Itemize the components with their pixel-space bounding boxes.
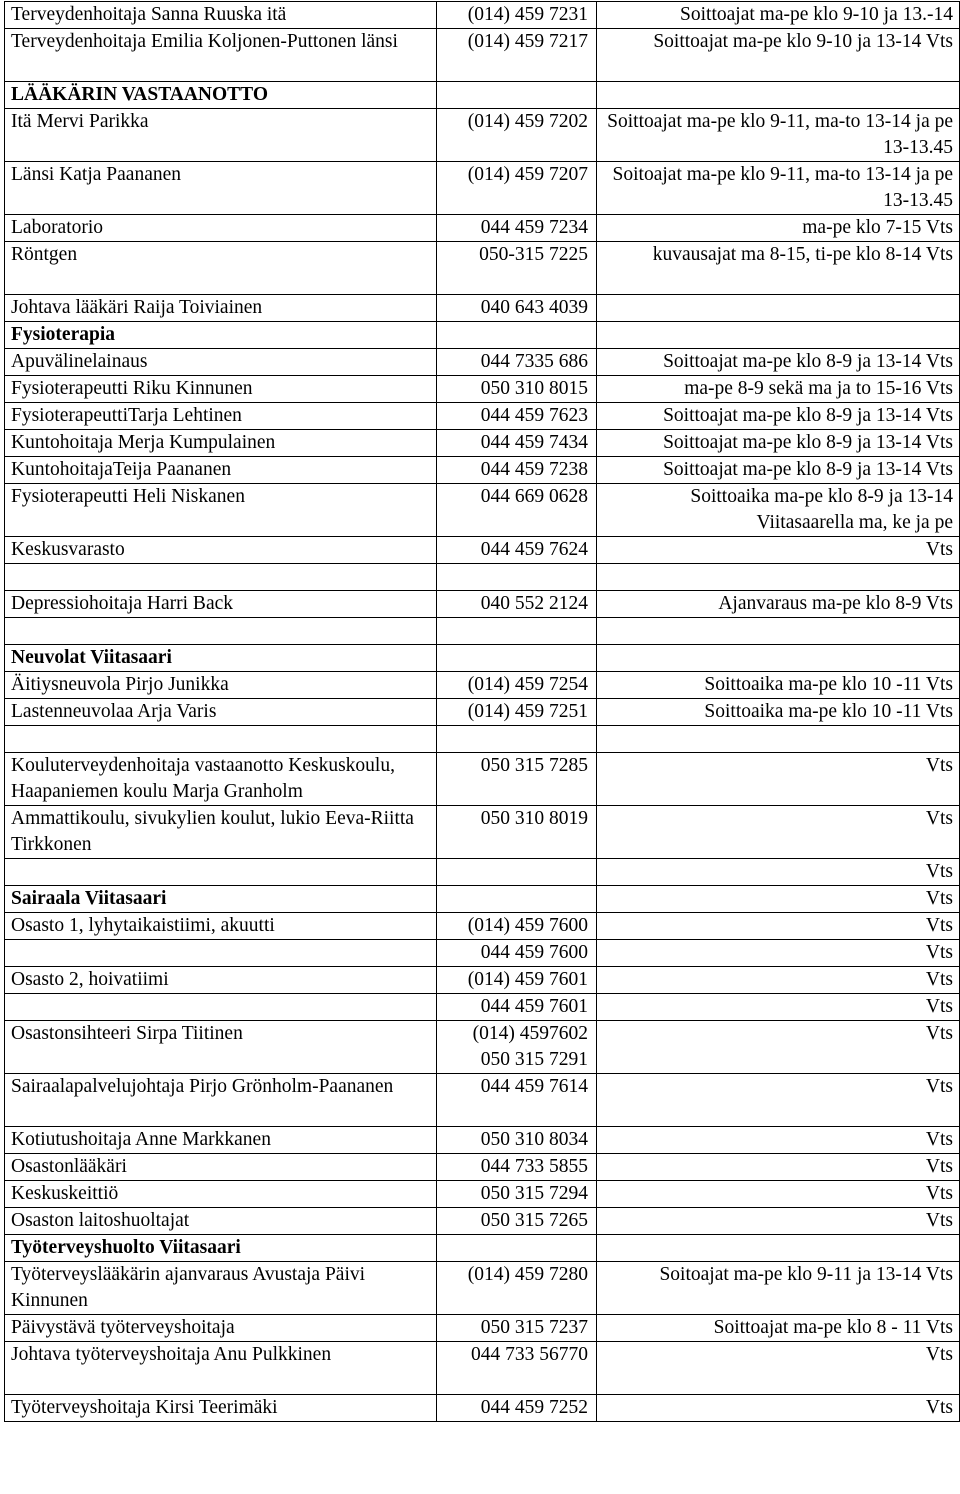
phone-number-cell: (014) 459 7600 <box>437 913 597 940</box>
contact-directory-table <box>4 1 960 1422</box>
contact-name-cell: Fysioterapeutti Riku Kinnunen <box>5 376 437 403</box>
contact-name-cell: Itä Mervi Parikka <box>5 109 437 162</box>
table-row <box>5 1127 960 1154</box>
phone-number-cell <box>437 859 597 886</box>
table-row <box>5 349 960 376</box>
table-row <box>5 322 960 349</box>
table-row <box>5 1395 960 1422</box>
call-hours-cell: Vts <box>597 859 960 886</box>
phone-number-cell: 040 643 4039 <box>437 295 597 322</box>
table-row <box>5 618 960 645</box>
table-row <box>5 886 960 913</box>
phone-number-cell: 050 315 7285 <box>437 753 597 806</box>
table-row <box>5 82 960 109</box>
contact-name-cell: Neuvolat Viitasaari <box>5 645 437 672</box>
phone-number-cell: 050-315 7225 <box>437 242 597 295</box>
contact-name-cell: LÄÄKÄRIN VASTAANOTTO <box>5 82 437 109</box>
call-hours-cell: Vts <box>597 1074 960 1127</box>
call-hours-cell: Soittoajat ma-pe klo 8-9 ja 13-14 Vts <box>597 349 960 376</box>
contact-name-cell: Johtava työterveyshoitaja Anu Pulkkinen <box>5 1342 437 1395</box>
table-row <box>5 484 960 537</box>
phone-number-cell: (014) 459 7251 <box>437 699 597 726</box>
table-row <box>5 403 960 430</box>
call-hours-cell: Soittoaika ma-pe klo 10 -11 Vts <box>597 699 960 726</box>
table-row <box>5 376 960 403</box>
call-hours-cell <box>597 618 960 645</box>
table-row <box>5 1154 960 1181</box>
contact-name-cell: KuntohoitajaTeija Paananen <box>5 457 437 484</box>
table-row <box>5 967 960 994</box>
phone-number-cell: 050 315 7237 <box>437 1315 597 1342</box>
contact-name-cell: Keskusvarasto <box>5 537 437 564</box>
phone-number-cell <box>437 564 597 591</box>
call-hours-cell: Vts <box>597 1208 960 1235</box>
table-row <box>5 591 960 618</box>
contact-name-cell: Röntgen <box>5 242 437 295</box>
table-row <box>5 726 960 753</box>
table-row <box>5 1262 960 1315</box>
table-row <box>5 1342 960 1395</box>
table-row <box>5 457 960 484</box>
table-row <box>5 2 960 29</box>
contact-name-cell: FysioterapeuttiTarja Lehtinen <box>5 403 437 430</box>
contact-rows <box>5 2 960 1422</box>
table-row <box>5 940 960 967</box>
contact-name-cell: Osastonlääkäri <box>5 1154 437 1181</box>
phone-number-cell: 044 459 7623 <box>437 403 597 430</box>
table-row <box>5 295 960 322</box>
phone-number-cell <box>437 645 597 672</box>
contact-name-cell: Keskuskeittiö <box>5 1181 437 1208</box>
phone-number-cell: 044 459 7238 <box>437 457 597 484</box>
phone-number-cell: 044 459 7434 <box>437 430 597 457</box>
phone-number-cell: 044 459 7624 <box>437 537 597 564</box>
contact-name-cell: Ammattikoulu, sivukylien koulut, lukio Eeva-Riitta Tirkkonen <box>5 806 437 859</box>
call-hours-cell: Soitoajat ma-pe klo 9-11 ja 13-14 Vts <box>597 1262 960 1315</box>
contact-name-cell <box>5 994 437 1021</box>
call-hours-cell: Vts <box>597 1127 960 1154</box>
contact-name-cell: Osaston laitoshuoltajat <box>5 1208 437 1235</box>
phone-number-cell: 044 459 7614 <box>437 1074 597 1127</box>
phone-number-cell: 044 733 56770 <box>437 1342 597 1395</box>
table-row <box>5 1235 960 1262</box>
phone-number-cell: 044 459 7234 <box>437 215 597 242</box>
contact-name-cell: Länsi Katja Paananen <box>5 162 437 215</box>
phone-number-cell: (014) 459 7202 <box>437 109 597 162</box>
call-hours-cell: Soittoajat ma-pe klo 8-9 ja 13-14 Vts <box>597 430 960 457</box>
contact-name-cell <box>5 859 437 886</box>
contact-name-cell: Johtava lääkäri Raija Toiviainen <box>5 295 437 322</box>
table-row <box>5 753 960 806</box>
call-hours-cell: Vts <box>597 940 960 967</box>
contact-name-cell: Työterveyslääkärin ajanvaraus Avustaja Päivi Kinnunen <box>5 1262 437 1315</box>
call-hours-cell: ma-pe 8-9 sekä ma ja to 15-16 Vts <box>597 376 960 403</box>
phone-number-cell <box>437 322 597 349</box>
contact-name-cell <box>5 726 437 753</box>
contact-name-cell: Terveydenhoitaja Sanna Ruuska itä <box>5 2 437 29</box>
call-hours-cell <box>597 1235 960 1262</box>
contact-name-cell: Päivystävä työterveyshoitaja <box>5 1315 437 1342</box>
phone-number-cell: (014) 459 7601 <box>437 967 597 994</box>
phone-number-cell: 044 733 5855 <box>437 1154 597 1181</box>
table-row <box>5 1021 960 1074</box>
table-row <box>5 1074 960 1127</box>
table-row <box>5 109 960 162</box>
table-row <box>5 1181 960 1208</box>
call-hours-cell: Vts <box>597 913 960 940</box>
table-row <box>5 564 960 591</box>
phone-number-cell: 050 310 8034 <box>437 1127 597 1154</box>
table-row <box>5 430 960 457</box>
contact-name-cell: Osasto 1, lyhytaikaistiimi, akuutti <box>5 913 437 940</box>
call-hours-cell <box>597 295 960 322</box>
contact-name-cell: Sairaala Viitasaari <box>5 886 437 913</box>
call-hours-cell: Vts <box>597 537 960 564</box>
call-hours-cell: Vts <box>597 1154 960 1181</box>
table-row <box>5 1208 960 1235</box>
contact-name-cell: Depressiohoitaja Harri Back <box>5 591 437 618</box>
phone-number-cell: (014) 459 7254 <box>437 672 597 699</box>
phone-number-cell: (014) 459 7207 <box>437 162 597 215</box>
phone-number-cell <box>437 1235 597 1262</box>
phone-number-cell <box>437 726 597 753</box>
call-hours-cell: Vts <box>597 1021 960 1074</box>
phone-number-cell: 050 315 7265 <box>437 1208 597 1235</box>
phone-number-cell: (014) 4597602 050 315 7291 <box>437 1021 597 1074</box>
contact-name-cell: Sairaalapalvelujohtaja Pirjo Grönholm-Paananen <box>5 1074 437 1127</box>
call-hours-cell: Vts <box>597 967 960 994</box>
table-row <box>5 162 960 215</box>
contact-name-cell: Apuvälinelainaus <box>5 349 437 376</box>
contact-name-cell: Työterveyshuolto Viitasaari <box>5 1235 437 1262</box>
table-row <box>5 672 960 699</box>
phone-number-cell: 044 459 7601 <box>437 994 597 1021</box>
table-row <box>5 859 960 886</box>
phone-number-cell: 050 315 7294 <box>437 1181 597 1208</box>
phone-number-cell: 044 7335 686 <box>437 349 597 376</box>
call-hours-cell: Vts <box>597 1342 960 1395</box>
contact-name-cell: Osastonsihteeri Sirpa Tiitinen <box>5 1021 437 1074</box>
table-row <box>5 29 960 82</box>
table-row <box>5 994 960 1021</box>
call-hours-cell: Vts <box>597 806 960 859</box>
contact-name-cell: Työterveyshoitaja Kirsi Teerimäki <box>5 1395 437 1422</box>
call-hours-cell: kuvausajat ma 8-15, ti-pe klo 8-14 Vts <box>597 242 960 295</box>
phone-number-cell: 044 459 7600 <box>437 940 597 967</box>
call-hours-cell: Soittoajat ma-pe klo 8 - 11 Vts <box>597 1315 960 1342</box>
phone-number-cell <box>437 618 597 645</box>
table-row <box>5 215 960 242</box>
call-hours-cell: Ajanvaraus ma-pe klo 8-9 Vts <box>597 591 960 618</box>
phone-number-cell: 040 552 2124 <box>437 591 597 618</box>
contact-name-cell <box>5 618 437 645</box>
table-row <box>5 1315 960 1342</box>
contact-name-cell: Kotiutushoitaja Anne Markkanen <box>5 1127 437 1154</box>
phone-number-cell: (014) 459 7231 <box>437 2 597 29</box>
call-hours-cell: Soitoajat ma-pe klo 9-11, ma-to 13-14 ja pe 13-13.45 <box>597 162 960 215</box>
call-hours-cell: ma-pe klo 7-15 Vts <box>597 215 960 242</box>
call-hours-cell: Soittoajat ma-pe klo 9-11, ma-to 13-14 ja pe 13-13.45 <box>597 109 960 162</box>
call-hours-cell <box>597 82 960 109</box>
call-hours-cell <box>597 645 960 672</box>
contact-name-cell: Kouluterveydenhoitaja vastaanotto Keskuskoulu, Haapaniemen koulu Marja Granholm <box>5 753 437 806</box>
contact-name-cell: Kuntohoitaja Merja Kumpulainen <box>5 430 437 457</box>
table-row <box>5 645 960 672</box>
contact-name-cell <box>5 940 437 967</box>
table-row <box>5 537 960 564</box>
call-hours-cell: Soittoaika ma-pe klo 10 -11 Vts <box>597 672 960 699</box>
contact-name-cell: Äitiysneuvola Pirjo Junikka <box>5 672 437 699</box>
contact-name-cell: Fysioterapia <box>5 322 437 349</box>
contact-name-cell <box>5 564 437 591</box>
phone-number-cell: 050 310 8019 <box>437 806 597 859</box>
call-hours-cell: Vts <box>597 1395 960 1422</box>
phone-number-cell <box>437 886 597 913</box>
phone-number-cell: (014) 459 7280 <box>437 1262 597 1315</box>
call-hours-cell <box>597 322 960 349</box>
call-hours-cell: Soittoajat ma-pe klo 9-10 ja 13-14 Vts <box>597 29 960 82</box>
phone-number-cell: 044 459 7252 <box>437 1395 597 1422</box>
call-hours-cell: Soittoajat ma-pe klo 8-9 ja 13-14 Vts <box>597 457 960 484</box>
phone-number-cell <box>437 82 597 109</box>
call-hours-cell: Vts <box>597 886 960 913</box>
contact-name-cell: Osasto 2, hoivatiimi <box>5 967 437 994</box>
phone-number-cell: 044 669 0628 <box>437 484 597 537</box>
call-hours-cell <box>597 564 960 591</box>
contact-name-cell: Fysioterapeutti Heli Niskanen <box>5 484 437 537</box>
call-hours-cell <box>597 726 960 753</box>
call-hours-cell: Vts <box>597 994 960 1021</box>
phone-number-cell: 050 310 8015 <box>437 376 597 403</box>
table-row <box>5 913 960 940</box>
table-row <box>5 242 960 295</box>
call-hours-cell: Soittoaika ma-pe klo 8-9 ja 13-14 Viitasaarella ma, ke ja pe <box>597 484 960 537</box>
table-row <box>5 699 960 726</box>
call-hours-cell: Soittoajat ma-pe klo 9-10 ja 13.-14 <box>597 2 960 29</box>
contact-name-cell: Laboratorio <box>5 215 437 242</box>
call-hours-cell: Soittoajat ma-pe klo 8-9 ja 13-14 Vts <box>597 403 960 430</box>
table-row <box>5 806 960 859</box>
call-hours-cell: Vts <box>597 753 960 806</box>
contact-name-cell: Terveydenhoitaja Emilia Koljonen-Puttonen länsi <box>5 29 437 82</box>
call-hours-cell: Vts <box>597 1181 960 1208</box>
contact-name-cell: Lastenneuvolaa Arja Varis <box>5 699 437 726</box>
phone-number-cell: (014) 459 7217 <box>437 29 597 82</box>
